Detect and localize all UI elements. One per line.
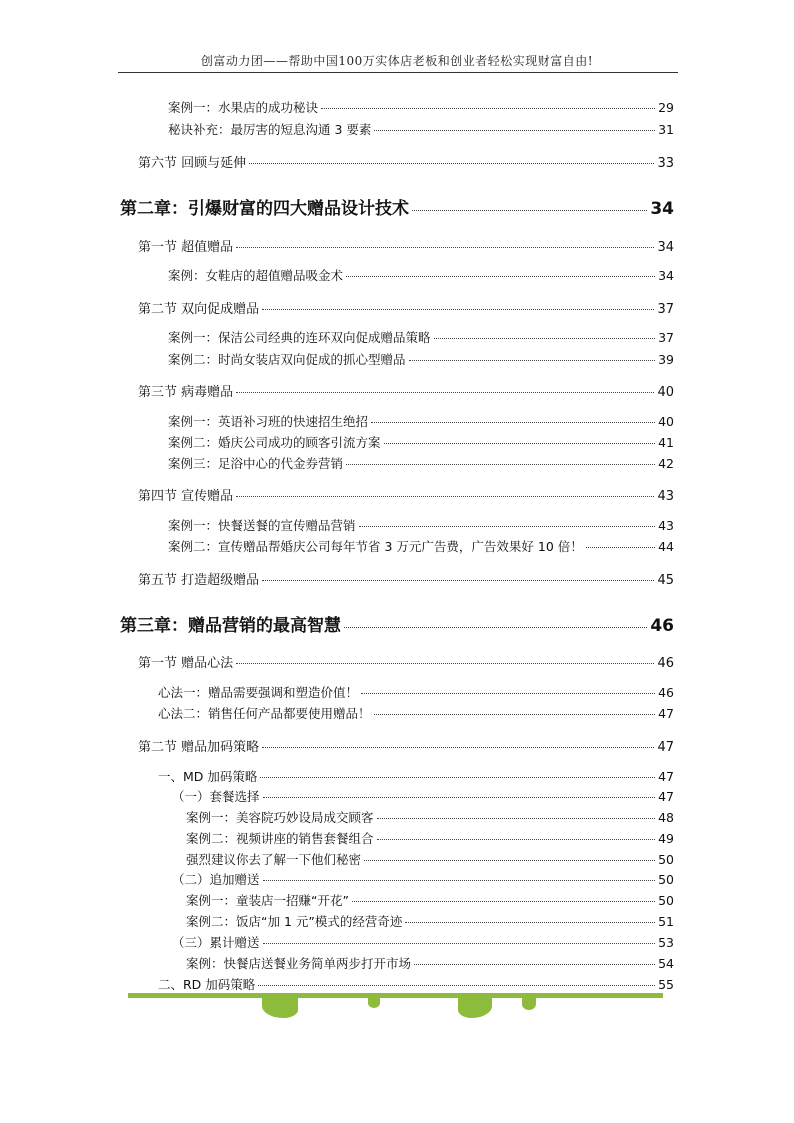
dot-leader <box>236 496 654 497</box>
toc-entry-title: 二、RD 加码策略 <box>158 977 256 992</box>
toc-entry[interactable] <box>138 381 674 400</box>
toc-entry[interactable] <box>168 120 674 138</box>
toc-entry-page: 47 <box>657 740 674 755</box>
dot-leader <box>405 922 655 923</box>
dot-leader <box>321 108 655 109</box>
toc-entry-page: 42 <box>658 456 674 471</box>
toc-entry-title: 第一节 超值赠品 <box>138 240 234 255</box>
toc-entry[interactable] <box>138 236 674 255</box>
toc-entry-page: 40 <box>657 385 674 400</box>
toc-entry[interactable] <box>168 516 674 534</box>
toc-entry-title: 案例二：饭店“加 1 元”模式的经营奇迹 <box>186 914 403 929</box>
toc-entry-title: 案例一：水果店的成功秘诀 <box>168 100 319 115</box>
toc-entry-title: 案例：快餐店送餐业务简单两步打开市场 <box>186 956 412 971</box>
toc-entry-page: 50 <box>658 872 674 887</box>
toc-entry-title: 案例一：英语补习班的快速招生绝招 <box>168 414 369 429</box>
toc-entry[interactable] <box>138 569 674 588</box>
toc-entry-page: 53 <box>658 935 674 950</box>
toc-entry-title: 第三节 病毒赠品 <box>138 385 234 400</box>
toc-entry[interactable] <box>120 611 674 636</box>
dot-leader <box>262 747 654 748</box>
dot-leader <box>377 839 656 840</box>
toc-entry[interactable] <box>186 829 674 847</box>
toc-entry-title: 案例一：快餐送餐的宣传赠品营销 <box>168 518 356 533</box>
dot-leader <box>236 247 654 248</box>
toc-entry-page: 37 <box>658 330 674 345</box>
toc-entry-page: 34 <box>650 199 674 219</box>
toc-entry-title: 第五节 打造超级赠品 <box>138 573 260 588</box>
toc-entry[interactable] <box>172 870 674 888</box>
toc-entry[interactable] <box>186 954 674 972</box>
toc-entry-page: 47 <box>658 789 674 804</box>
page-header: 创富动力团——帮助中国100万实体店老板和创业者轻松实现财富自由! <box>200 54 594 68</box>
toc-entry[interactable] <box>158 683 674 701</box>
dot-leader <box>236 663 654 664</box>
dot-leader <box>352 901 655 902</box>
toc-entry-page: 34 <box>658 268 674 283</box>
toc-entry-title: 案例：女鞋店的超值赠品吸金术 <box>168 268 344 283</box>
dot-leader <box>359 526 656 527</box>
toc-entry[interactable] <box>138 652 674 671</box>
toc-entry-page: 49 <box>658 831 674 846</box>
dot-leader <box>414 964 655 965</box>
toc-entry-page: 50 <box>658 893 674 908</box>
toc-entry[interactable] <box>138 152 674 171</box>
toc-entry-page: 48 <box>658 810 674 825</box>
toc-entry-page: 39 <box>658 352 674 367</box>
toc-entry-page: 37 <box>657 302 674 317</box>
toc-entry-title: （一）套餐选择 <box>172 789 260 804</box>
dot-leader <box>384 443 656 444</box>
toc-entry-title: 第四节 宣传赠品 <box>138 489 234 504</box>
dot-leader <box>262 309 654 310</box>
toc-entry-title: 第六节 回顾与延伸 <box>138 156 247 171</box>
dot-leader <box>263 797 656 798</box>
footer-decoration <box>522 998 536 1010</box>
toc-entry[interactable] <box>158 975 674 993</box>
dot-leader <box>586 547 655 548</box>
toc-entry-title: 心法一：赠品需要强调和塑造价值！ <box>158 685 359 700</box>
toc-entry-title: 案例二：时尚女装店双向促成的抓心型赠品 <box>168 352 406 367</box>
toc-entry-page: 47 <box>658 706 674 721</box>
toc-entry[interactable] <box>158 767 674 785</box>
toc-entry-page: 46 <box>658 685 674 700</box>
toc-entry-page: 54 <box>658 956 674 971</box>
toc-entry[interactable] <box>168 433 674 451</box>
dot-leader <box>377 818 656 819</box>
toc-entry[interactable] <box>138 298 674 317</box>
toc-entry[interactable] <box>186 891 674 909</box>
toc-entry[interactable] <box>168 328 674 346</box>
toc-entry-page: 40 <box>658 414 674 429</box>
dot-leader <box>344 627 647 628</box>
toc-entry-title: 第二节 赠品加码策略 <box>138 740 260 755</box>
dot-leader <box>346 464 655 465</box>
toc-entry[interactable] <box>158 704 674 722</box>
toc-entry-page: 41 <box>658 435 674 450</box>
toc-entry-title: 第二章：引爆财富的四大赠品设计技术 <box>120 199 409 219</box>
dot-leader <box>249 163 654 164</box>
dot-leader <box>361 693 655 694</box>
toc-entry-title: 第一节 赠品心法 <box>138 656 234 671</box>
toc-entry-page: 45 <box>657 573 674 588</box>
dot-leader <box>412 210 647 211</box>
toc-entry-title: （二）追加赠送 <box>172 872 260 887</box>
dot-leader <box>262 580 654 581</box>
toc-entry-title: 案例二：婚庆公司成功的顾客引流方案 <box>168 435 381 450</box>
dot-leader <box>371 422 655 423</box>
toc-entry-title: 案例一：童装店一招赚“开花” <box>186 893 349 908</box>
dot-leader <box>364 860 655 861</box>
toc-entry[interactable] <box>168 412 674 430</box>
toc-entry-page: 29 <box>658 100 674 115</box>
toc-entry-title: 一、MD 加码策略 <box>158 769 258 784</box>
toc-entry-title: 第二节 双向促成赠品 <box>138 302 260 317</box>
toc-entry[interactable] <box>172 787 674 805</box>
toc-entry[interactable] <box>186 808 674 826</box>
toc-entry-page: 31 <box>658 122 674 137</box>
toc-entry[interactable] <box>168 350 674 368</box>
toc-entry-title: 案例一：保洁公司经典的连环双向促成赠品策略 <box>168 330 431 345</box>
toc-entry[interactable] <box>138 485 674 504</box>
dot-leader <box>434 338 656 339</box>
dot-leader <box>374 714 656 715</box>
dot-leader <box>260 777 655 778</box>
dot-leader <box>374 130 655 131</box>
toc-entry-page: 50 <box>658 852 674 867</box>
toc-entry-page: 47 <box>658 769 674 784</box>
toc-entry[interactable] <box>168 98 674 116</box>
toc-entry-page: 44 <box>658 539 674 554</box>
toc-entry[interactable] <box>186 912 674 930</box>
toc-entry-title: 秘诀补充：最厉害的短息沟通 3 要素 <box>168 122 372 137</box>
toc-entry-page: 43 <box>658 518 674 533</box>
footer-green-bar <box>128 993 663 998</box>
toc-entry[interactable] <box>168 266 674 284</box>
toc-entry-title: 案例二：视频讲座的销售套餐组合 <box>186 831 374 846</box>
toc-entry-page: 55 <box>658 977 674 992</box>
toc-entry-page: 34 <box>657 240 674 255</box>
dot-leader <box>263 943 656 944</box>
toc-entry-title: 案例一：美容院巧妙设局成交顾客 <box>186 810 374 825</box>
toc-entry-title: 心法二：销售任何产品都要使用赠品！ <box>158 706 371 721</box>
toc-entry-page: 33 <box>657 156 674 171</box>
toc-entry-title: 强烈建议你去了解一下他们秘密 <box>186 852 362 867</box>
toc-entry-title: 案例三：足浴中心的代金券营销 <box>168 456 344 471</box>
dot-leader <box>346 276 655 277</box>
toc-entry[interactable] <box>172 933 674 951</box>
toc-entry-page: 43 <box>657 489 674 504</box>
toc-entry[interactable] <box>138 736 674 755</box>
dot-leader <box>263 880 656 881</box>
dot-leader <box>258 985 655 986</box>
toc-entry-title: 案例二：宣传赠品帮婚庆公司每年节省 3 万元广告费，广告效果好 10 倍！ <box>168 539 583 554</box>
dot-leader <box>409 360 656 361</box>
toc-entry-page: 46 <box>650 616 674 636</box>
toc-entry-page: 46 <box>657 656 674 671</box>
dot-leader <box>236 392 654 393</box>
toc-entry[interactable] <box>168 537 674 555</box>
footer-decoration <box>368 998 380 1008</box>
toc-entry[interactable] <box>120 194 674 219</box>
toc-entry-page: 51 <box>658 914 674 929</box>
toc-entry-title: （三）累计赠送 <box>172 935 260 950</box>
toc-entry-title: 第三章：赠品营销的最高智慧 <box>120 616 341 636</box>
toc-entry[interactable] <box>168 454 674 472</box>
toc-entry[interactable] <box>186 850 674 868</box>
